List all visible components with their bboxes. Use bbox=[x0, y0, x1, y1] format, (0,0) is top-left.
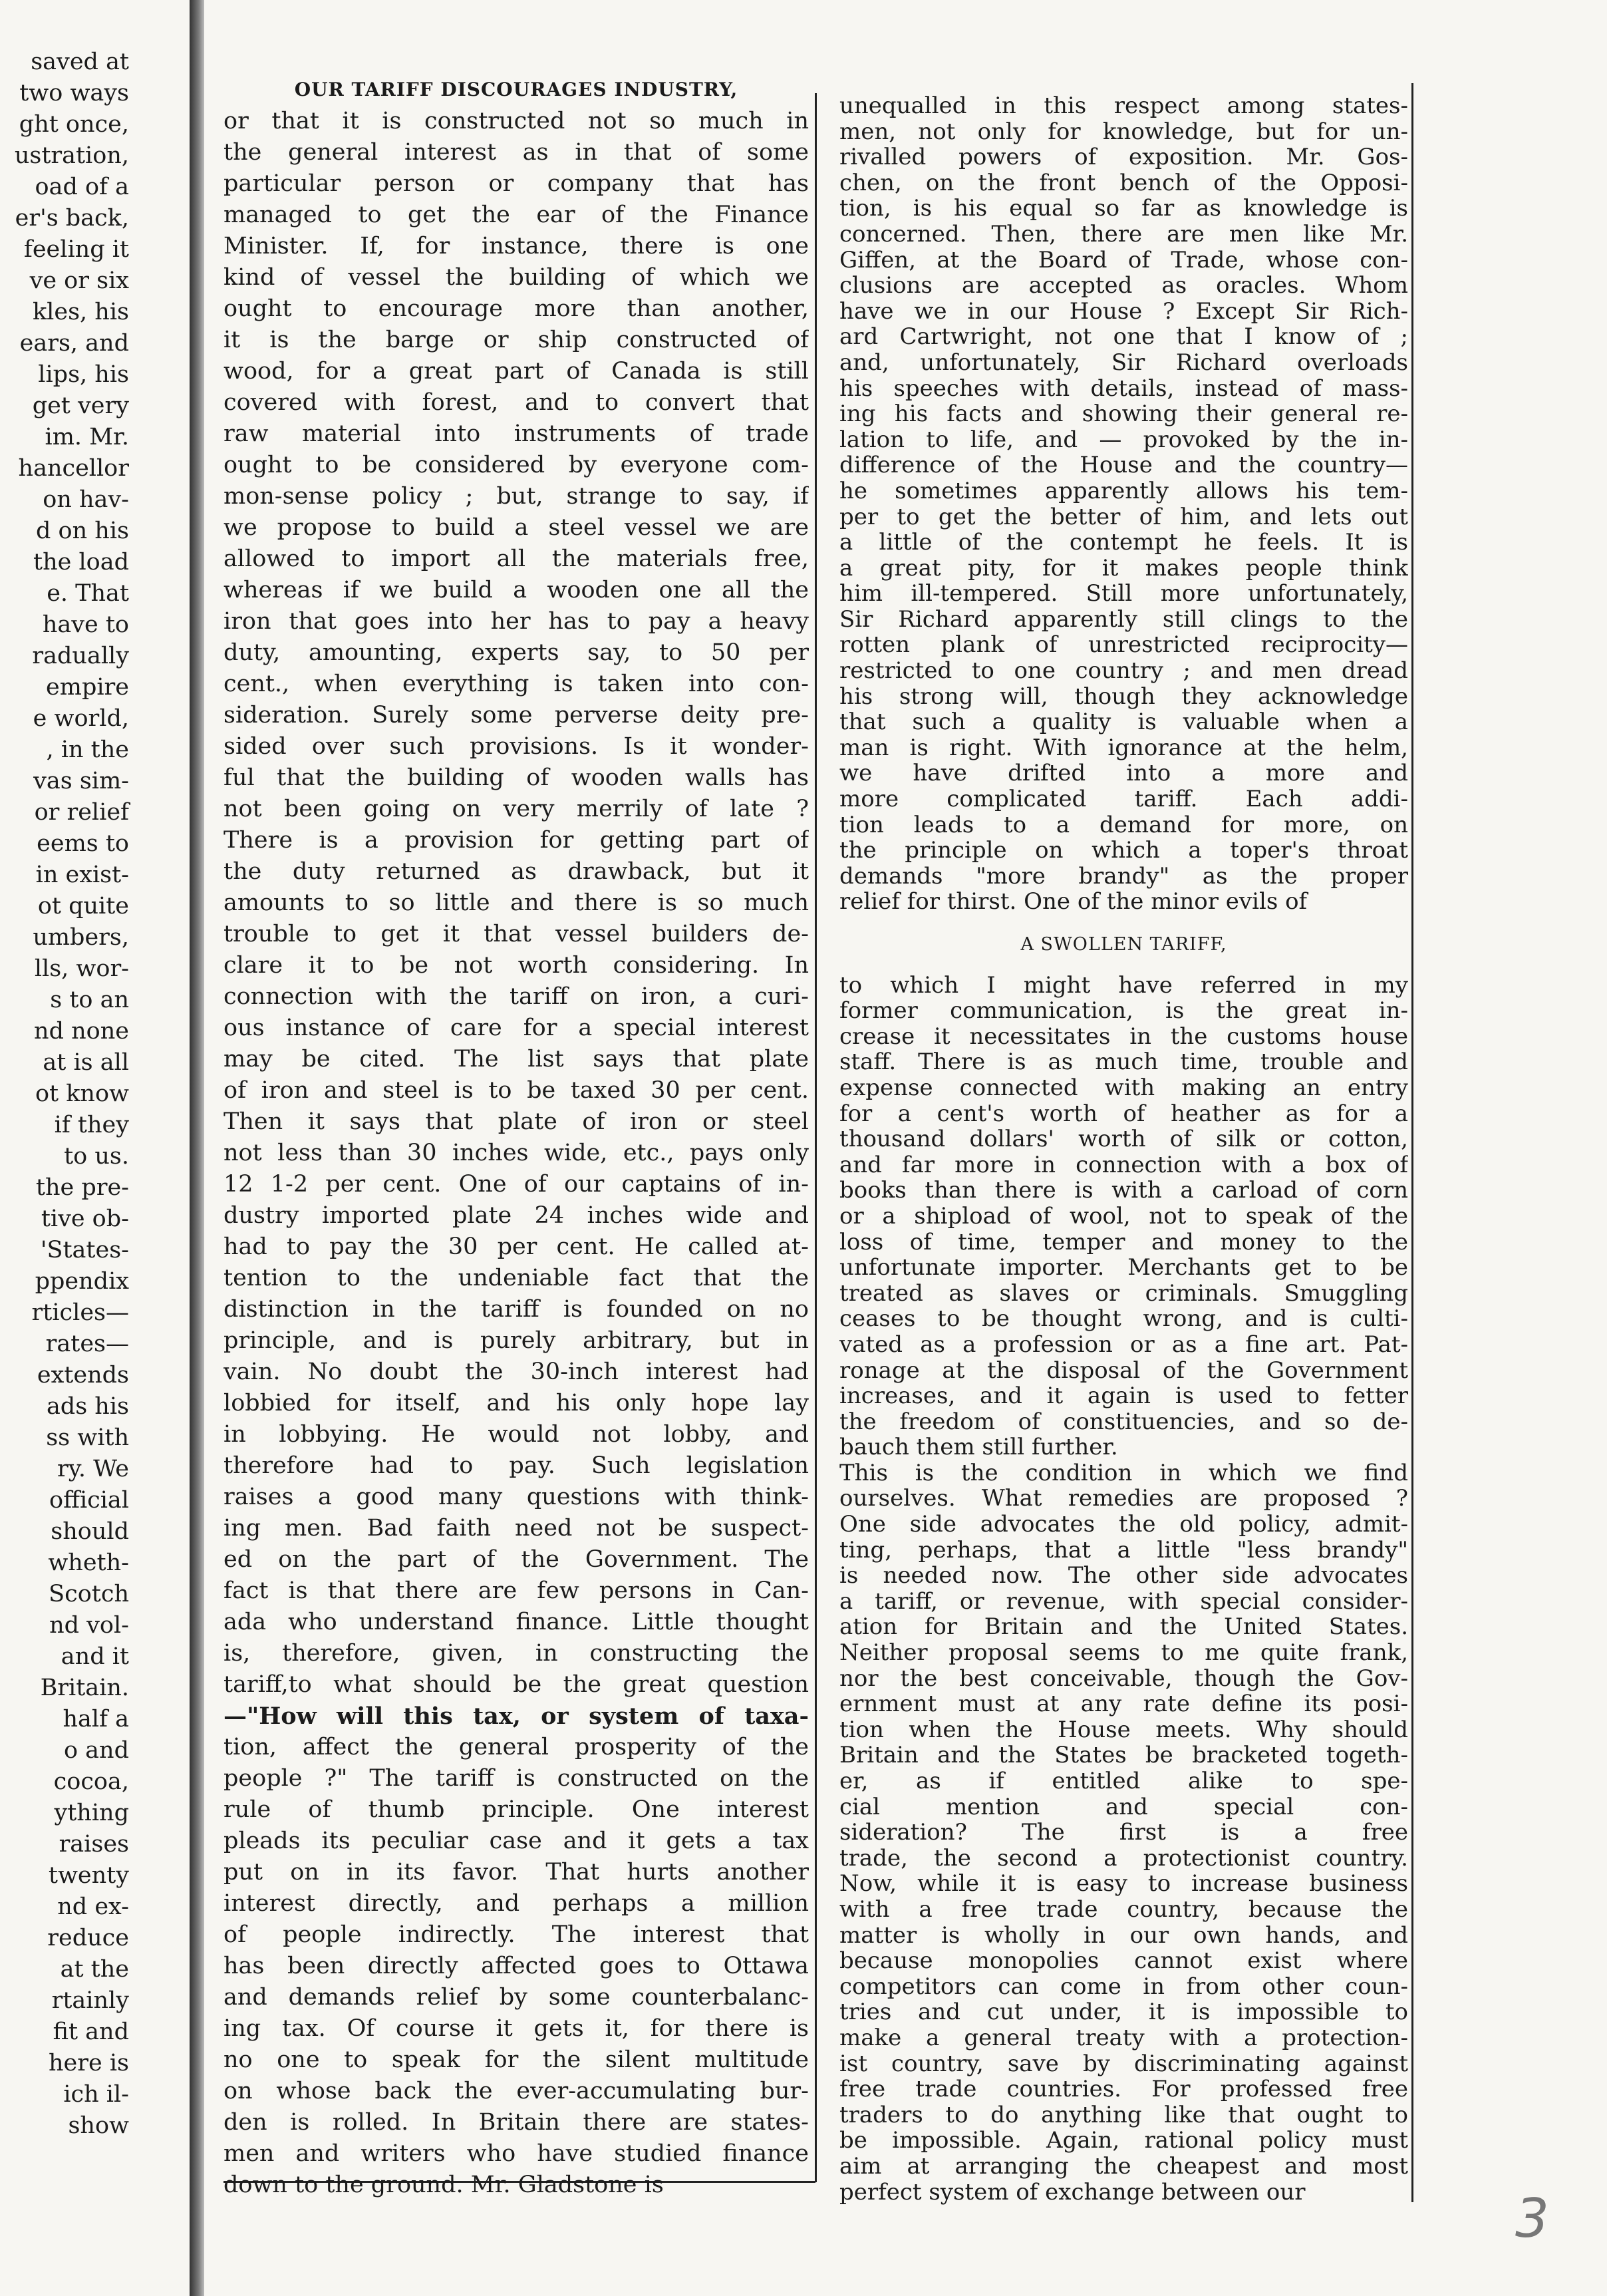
text-line: people ?" The tariff is constructed on the bbox=[223, 1765, 809, 1792]
text-line: fit and bbox=[53, 2019, 129, 2045]
text-line: ought to encourage more than another, bbox=[223, 295, 809, 322]
text-line: matter is wholly in our own hands, and bbox=[839, 1922, 1408, 1949]
text-line: er's back, bbox=[15, 205, 129, 232]
text-line: umbers, bbox=[33, 924, 129, 951]
text-line: and far more in connection with a box of bbox=[839, 1152, 1408, 1178]
text-line: tries and cut under, it is impossible to bbox=[839, 1999, 1408, 2025]
text-line: One side advocates the old policy, admit- bbox=[839, 1512, 1408, 1538]
text-line: interest directly, and perhaps a million bbox=[223, 1890, 809, 1917]
text-line: distinction in the tariff is founded on no bbox=[223, 1296, 809, 1323]
text-line: amounts to so little and there is so much bbox=[223, 890, 809, 916]
text-line: restricted to one country ; and men dread bbox=[839, 658, 1408, 684]
text-line: raises a good many questions with think- bbox=[223, 1484, 809, 1510]
text-line: concerned. Then, there are men like Mr. bbox=[839, 221, 1408, 247]
text-line: principle, and is purely arbitrary, but in bbox=[223, 1327, 809, 1354]
text-line: e. That bbox=[47, 580, 129, 607]
text-line: ful that the building of wooden walls has bbox=[223, 764, 809, 791]
text-line: ppendix bbox=[35, 1268, 129, 1295]
text-line: o and bbox=[63, 1737, 129, 1764]
text-line: thousand dollars' worth of silk or cotton, bbox=[839, 1126, 1408, 1152]
text-line: sideration? The first is a free bbox=[839, 1820, 1408, 1846]
text-line: kind of vessel the building of which we bbox=[223, 264, 809, 291]
text-line: trouble to get it that vessel builders de- bbox=[223, 921, 809, 947]
text-line: expense connected with making an entry bbox=[839, 1074, 1408, 1101]
text-line: reduce bbox=[47, 1925, 129, 1951]
text-line: ought to be considered by everyone com- bbox=[223, 452, 809, 478]
text-line: per to get the better of him, and lets out bbox=[839, 504, 1408, 530]
text-line: crease it necessitates in the customs house bbox=[839, 1023, 1408, 1050]
text-line: oad of a bbox=[35, 174, 129, 200]
text-line: Giffen, at the Board of Trade, whose con- bbox=[839, 247, 1408, 273]
text-line: he sometimes apparently allows his tem- bbox=[839, 478, 1408, 504]
text-line: or relief bbox=[34, 799, 129, 826]
text-line: on whose back the ever-accumulating bur- bbox=[223, 2078, 809, 2104]
text-line: ronage at the disposal of the Government bbox=[839, 1357, 1408, 1384]
text-line: ation for Britain and the United States. bbox=[839, 1614, 1408, 1641]
text-line: Now, while it is easy to increase business bbox=[839, 1871, 1408, 1897]
text-line: because monopolies cannot exist where bbox=[839, 1948, 1408, 1974]
text-line: the freedom of constituencies, and so de- bbox=[839, 1408, 1408, 1435]
text-line: lls, wor- bbox=[34, 955, 129, 982]
text-line: covered with forest, and to convert that bbox=[223, 389, 809, 416]
text-line: ything bbox=[54, 1800, 129, 1826]
text-line: sided over such provisions. Is it wonder- bbox=[223, 733, 809, 760]
text-line: be impossible. Again, rational policy must bbox=[839, 2128, 1408, 2154]
text-line: had to pay the 30 per cent. He called at- bbox=[223, 1233, 809, 1260]
column-rule-left bbox=[815, 93, 817, 2182]
text-line: competitors can come in from other coun- bbox=[839, 1973, 1408, 2000]
text-line: mon-sense policy ; but, strange to say, if bbox=[223, 483, 809, 510]
text-line: managed to get the ear of the Finance bbox=[223, 202, 809, 228]
text-line: eems to bbox=[37, 830, 129, 857]
text-line: man is right. With ignorance at the helm, bbox=[839, 735, 1408, 761]
text-line: cocoa, bbox=[53, 1768, 129, 1795]
text-line: bauch them still further. bbox=[839, 1434, 1118, 1460]
text-line: vas sim- bbox=[33, 768, 129, 794]
text-line: nd none bbox=[34, 1018, 129, 1045]
text-line: sideration. Surely some perverse deity pre- bbox=[223, 702, 809, 729]
text-line: him ill-tempered. Still more unfortunately, bbox=[839, 581, 1408, 607]
text-line: have we in our House ? Except Sir Rich- bbox=[839, 298, 1408, 325]
text-line: ot quite bbox=[37, 893, 129, 919]
text-line: whereas if we build a wooden one all the bbox=[223, 577, 809, 603]
text-line: perfect system of exchange between our bbox=[839, 2179, 1306, 2206]
text-line: fact is that there are few persons in Can- bbox=[223, 1577, 809, 1604]
text-line: books than there is with a carload of corn bbox=[839, 1178, 1408, 1204]
text-line: This is the condition in which we find bbox=[839, 1460, 1408, 1486]
text-line: we have drifted into a more and bbox=[839, 760, 1408, 787]
text-line: therefore had to pay. Such legislation bbox=[223, 1452, 809, 1479]
text-line: er, as if entitled alike to spe- bbox=[839, 1768, 1408, 1794]
text-line: wheth- bbox=[48, 1550, 129, 1576]
text-line: lation to life, and — provoked by the in- bbox=[839, 426, 1408, 453]
text-line: rtainly bbox=[51, 1987, 129, 2014]
text-line: tention to the undeniable fact that the bbox=[223, 1265, 809, 1291]
text-line: particular person or company that has bbox=[223, 170, 809, 197]
text-line: vated as a profession or as a fine art. Pat- bbox=[839, 1331, 1408, 1358]
text-line: not been going on very merrily of late ? bbox=[223, 796, 809, 822]
text-line: no one to speak for the silent multitude bbox=[223, 2047, 809, 2073]
text-line: rotten plank of unrestricted reciprocity— bbox=[839, 632, 1408, 659]
text-line: chen, on the front bench of the Opposi- bbox=[839, 170, 1408, 196]
text-line: has been directly affected goes to Ottawa bbox=[223, 1953, 809, 1979]
right-column bbox=[839, 93, 1408, 2205]
text-line: his speeches with details, instead of mass- bbox=[839, 375, 1408, 402]
text-line: There is a provision for getting part of bbox=[223, 827, 809, 854]
text-line: ry. We bbox=[57, 1456, 129, 1482]
text-line: ous instance of care for a special interest bbox=[223, 1015, 809, 1041]
text-line: ard Cartwright, not one that I know of ; bbox=[839, 324, 1408, 350]
text-line: a great pity, for it makes people think bbox=[839, 555, 1408, 581]
text-line: ot know bbox=[35, 1080, 129, 1107]
text-line: lobbied for itself, and his only hope lay bbox=[223, 1390, 809, 1416]
text-line: not less than 30 inches wide, etc., pays only bbox=[223, 1140, 809, 1166]
column-rule-right bbox=[1411, 83, 1413, 2202]
text-line: duty, amounting, experts say, to 50 per bbox=[223, 639, 809, 666]
text-line: the principle on which a toper's throat bbox=[839, 838, 1408, 864]
text-line: nd vol- bbox=[49, 1612, 129, 1639]
text-line: to us. bbox=[64, 1143, 129, 1170]
text-line: den is rolled. In Britain there are states- bbox=[223, 2109, 809, 2136]
text-line: if they bbox=[54, 1112, 129, 1138]
text-line: tariff,to what should be the great question bbox=[223, 1671, 809, 1698]
text-line: , in the bbox=[46, 737, 129, 763]
right-body-bottom bbox=[839, 973, 1408, 2206]
text-line: ceases to be thought wrong, and is culti- bbox=[839, 1306, 1408, 1332]
text-line: ve or six bbox=[29, 267, 129, 294]
text-line: to which I might have referred in my bbox=[839, 972, 1408, 999]
text-line: feeling it bbox=[23, 236, 129, 263]
text-line: unequalled in this respect among states- bbox=[839, 93, 1408, 119]
text-line: loss of time, temper and money to the bbox=[839, 1229, 1408, 1255]
middle-column bbox=[223, 77, 809, 2201]
text-line: ernment must at any rate define its posi- bbox=[839, 1691, 1408, 1717]
text-line: a tariff, or revenue, with special consider- bbox=[839, 1588, 1408, 1615]
text-line: get very bbox=[32, 393, 129, 419]
text-line: vain. No doubt the 30-inch interest had bbox=[223, 1359, 809, 1385]
text-line: ss with bbox=[46, 1424, 129, 1451]
text-line: ed on the part of the Government. The bbox=[223, 1546, 809, 1573]
text-line: increases, and it again is used to fetter bbox=[839, 1383, 1408, 1409]
text-line: hancellor bbox=[18, 455, 129, 482]
text-line: tion, affect the general prosperity of the bbox=[223, 1734, 809, 1760]
text-line: official bbox=[49, 1487, 129, 1514]
text-line: Sir Richard apparently still clings to the bbox=[839, 606, 1408, 633]
text-line: Minister. If, for instance, there is one bbox=[223, 233, 809, 259]
text-line: in lobbying. He would not lobby, and bbox=[223, 1421, 809, 1448]
text-line: is needed now. The other side advocates bbox=[839, 1563, 1408, 1589]
text-line: cial mention and special con- bbox=[839, 1794, 1408, 1820]
text-line: staff. There is as much time, trouble and bbox=[839, 1049, 1408, 1075]
text-line: twenty bbox=[48, 1862, 129, 1889]
text-line: empire bbox=[46, 674, 129, 701]
text-line: it is the barge or ship constructed of bbox=[223, 327, 809, 353]
text-line: d on his bbox=[36, 518, 129, 544]
text-line: on hav- bbox=[43, 486, 129, 513]
text-line: two ways bbox=[19, 80, 129, 106]
text-line: Neither proposal seems to me quite frank, bbox=[839, 1640, 1408, 1666]
text-line: wood, for a great part of Canada is still bbox=[223, 358, 809, 385]
text-line: the load bbox=[33, 549, 129, 575]
text-line: have to bbox=[42, 611, 129, 638]
text-line: trade, the second a protectionist country. bbox=[839, 1845, 1408, 1872]
text-line: former communication, is the great in- bbox=[839, 998, 1408, 1024]
text-line: im. Mr. bbox=[45, 424, 129, 450]
text-line: free trade countries. For professed free bbox=[839, 2076, 1408, 2102]
text-line: clusions are accepted as oracles. Whom bbox=[839, 273, 1408, 299]
gutter-shadow bbox=[190, 0, 204, 2296]
text-line: or that it is constructed not so much in bbox=[223, 108, 809, 134]
text-line: ourselves. What remedies are proposed ? bbox=[839, 1486, 1408, 1512]
text-line: at the bbox=[60, 1956, 129, 1983]
text-line: ears, and bbox=[19, 330, 129, 357]
text-line: and it bbox=[61, 1643, 129, 1670]
text-line: aim at arranging the cheapest and most bbox=[839, 2153, 1408, 2180]
text-line: ght once, bbox=[19, 111, 129, 138]
text-line: unfortunate importer. Merchants get to be bbox=[839, 1255, 1408, 1281]
text-line: rticles— bbox=[31, 1299, 129, 1326]
text-line: ing his facts and showing their general re- bbox=[839, 401, 1408, 427]
text-line: tive ob- bbox=[41, 1206, 129, 1232]
text-line: a little of the contempt he feels. It is bbox=[839, 530, 1408, 556]
text-line: radually bbox=[32, 643, 129, 669]
text-line: rates— bbox=[45, 1331, 129, 1357]
text-line: ting, perhaps, that a little "less brandy" bbox=[839, 1537, 1408, 1563]
text-line: iron that goes into her has to pay a heavy bbox=[223, 608, 809, 635]
text-line: raw material into instruments of trade bbox=[223, 420, 809, 447]
text-line: treated as slaves or criminals. Smuggling bbox=[839, 1280, 1408, 1307]
text-line: extends bbox=[37, 1362, 129, 1389]
text-line: raises bbox=[59, 1831, 129, 1858]
text-line: and, unfortunately, Sir Richard overloads bbox=[839, 349, 1408, 376]
text-line: s to an bbox=[50, 987, 129, 1013]
text-line: his strong will, though they acknowledge bbox=[839, 683, 1408, 710]
text-line: the general interest as in that of some bbox=[223, 139, 809, 166]
text-line: the duty returned as drawback, but it bbox=[223, 858, 809, 885]
text-line: may be cited. The list says that plate bbox=[223, 1046, 809, 1072]
right-body-top bbox=[839, 93, 1408, 915]
text-line: of iron and steel is to be taxed 30 per cent. bbox=[223, 1077, 809, 1104]
text-line: traders to do anything like that ought to bbox=[839, 2102, 1408, 2128]
text-line: Britain and the States be bracketed togeth- bbox=[839, 1742, 1408, 1768]
text-line: allowed to import all the materials free, bbox=[223, 546, 809, 572]
text-line: tion when the House meets. Why should bbox=[839, 1717, 1408, 1743]
text-line: tion, is his equal so far as knowledge is bbox=[839, 196, 1408, 222]
middle-heading: OUR TARIFF DISCOURAGES INDUSTRY, bbox=[294, 79, 738, 100]
text-line: more complicated tariff. Each addi- bbox=[839, 786, 1408, 812]
text-line: e world, bbox=[33, 705, 129, 732]
text-line: Then it says that plate of iron or steel bbox=[223, 1108, 809, 1135]
text-line: should bbox=[51, 1518, 129, 1545]
text-line: relief for thirst. One of the minor evils of bbox=[839, 889, 1308, 915]
text-line: dustry imported plate 24 inches wide and bbox=[223, 1202, 809, 1229]
text-line: in exist- bbox=[35, 862, 129, 888]
text-line: ustration, bbox=[14, 142, 129, 169]
text-line: ing tax. Of course it gets it, for there is bbox=[223, 2015, 809, 2042]
text-line: kles, his bbox=[32, 299, 129, 325]
text-line: Scotch bbox=[49, 1581, 129, 1607]
text-line: 'States- bbox=[40, 1237, 129, 1263]
text-line: and demands relief by some counterbalanc- bbox=[223, 1984, 809, 2011]
text-line: —"How will this tax, or system of taxa- bbox=[223, 1703, 809, 1730]
right-heading: A SWOLLEN TARIFF, bbox=[1020, 934, 1227, 955]
text-line: Britain. bbox=[40, 1675, 129, 1701]
text-line: men, not only for knowledge, but for un- bbox=[839, 118, 1408, 145]
text-line: is, therefore, given, in constructing the bbox=[223, 1640, 809, 1667]
text-line: lips, his bbox=[38, 361, 129, 388]
text-line: cent., when everything is taken into con- bbox=[223, 671, 809, 697]
text-line: half a bbox=[63, 1706, 129, 1732]
text-line: difference of the House and the country— bbox=[839, 452, 1408, 478]
left-clipped-column bbox=[0, 47, 133, 2176]
text-line: saved at bbox=[31, 49, 129, 75]
page-number: 3 bbox=[1515, 2188, 1549, 2249]
text-line: that such a quality is valuable when a bbox=[839, 709, 1408, 735]
text-line: with a free trade country, because the bbox=[839, 1896, 1408, 1923]
text-line: for a cent's worth of heather as for a bbox=[839, 1100, 1408, 1127]
middle-body bbox=[223, 106, 809, 2201]
text-line: ads his bbox=[46, 1393, 129, 1420]
text-line: of people indirectly. The interest that bbox=[223, 1921, 809, 1948]
text-line: rivalled powers of exposition. Mr. Gos- bbox=[839, 144, 1408, 170]
text-line: ing men. Bad faith need not be suspect- bbox=[223, 1515, 809, 1542]
text-line: the pre- bbox=[35, 1174, 129, 1201]
text-line: ada who understand finance. Little thought bbox=[223, 1609, 809, 1635]
text-line: rule of thumb principle. One interest bbox=[223, 1796, 809, 1823]
text-line: down to the ground. Mr. Gladstone is bbox=[223, 2172, 664, 2198]
text-line: or a shipload of wool, not to speak of the bbox=[839, 1203, 1408, 1230]
text-line: nd ex- bbox=[57, 1893, 129, 1920]
text-line: show bbox=[68, 2112, 129, 2139]
text-line: put on in its favor. That hurts another bbox=[223, 1859, 809, 1886]
text-line: pleads its peculiar case and it gets a tax bbox=[223, 1828, 809, 1854]
text-line: demands "more brandy" as the proper bbox=[839, 863, 1408, 890]
text-line: ich il- bbox=[63, 2081, 129, 2108]
text-line: ist country, save by discriminating against bbox=[839, 2050, 1408, 2077]
text-line: clare it to be not worth considering. In bbox=[223, 952, 809, 979]
text-line: connection with the tariff on iron, a curi- bbox=[223, 983, 809, 1010]
text-line: men and writers who have studied finance bbox=[223, 2140, 809, 2167]
text-line: at is all bbox=[43, 1049, 129, 1076]
text-line: here is bbox=[49, 2050, 129, 2076]
text-line: make a general treaty with a protection- bbox=[839, 2025, 1408, 2051]
text-line: 12 1-2 per cent. One of our captains of in- bbox=[223, 1171, 809, 1198]
text-line: we propose to build a steel vessel we are bbox=[223, 514, 809, 541]
text-line: nor the best conceivable, though the Gov- bbox=[839, 1665, 1408, 1692]
text-line: tion leads to a demand for more, on bbox=[839, 812, 1408, 838]
